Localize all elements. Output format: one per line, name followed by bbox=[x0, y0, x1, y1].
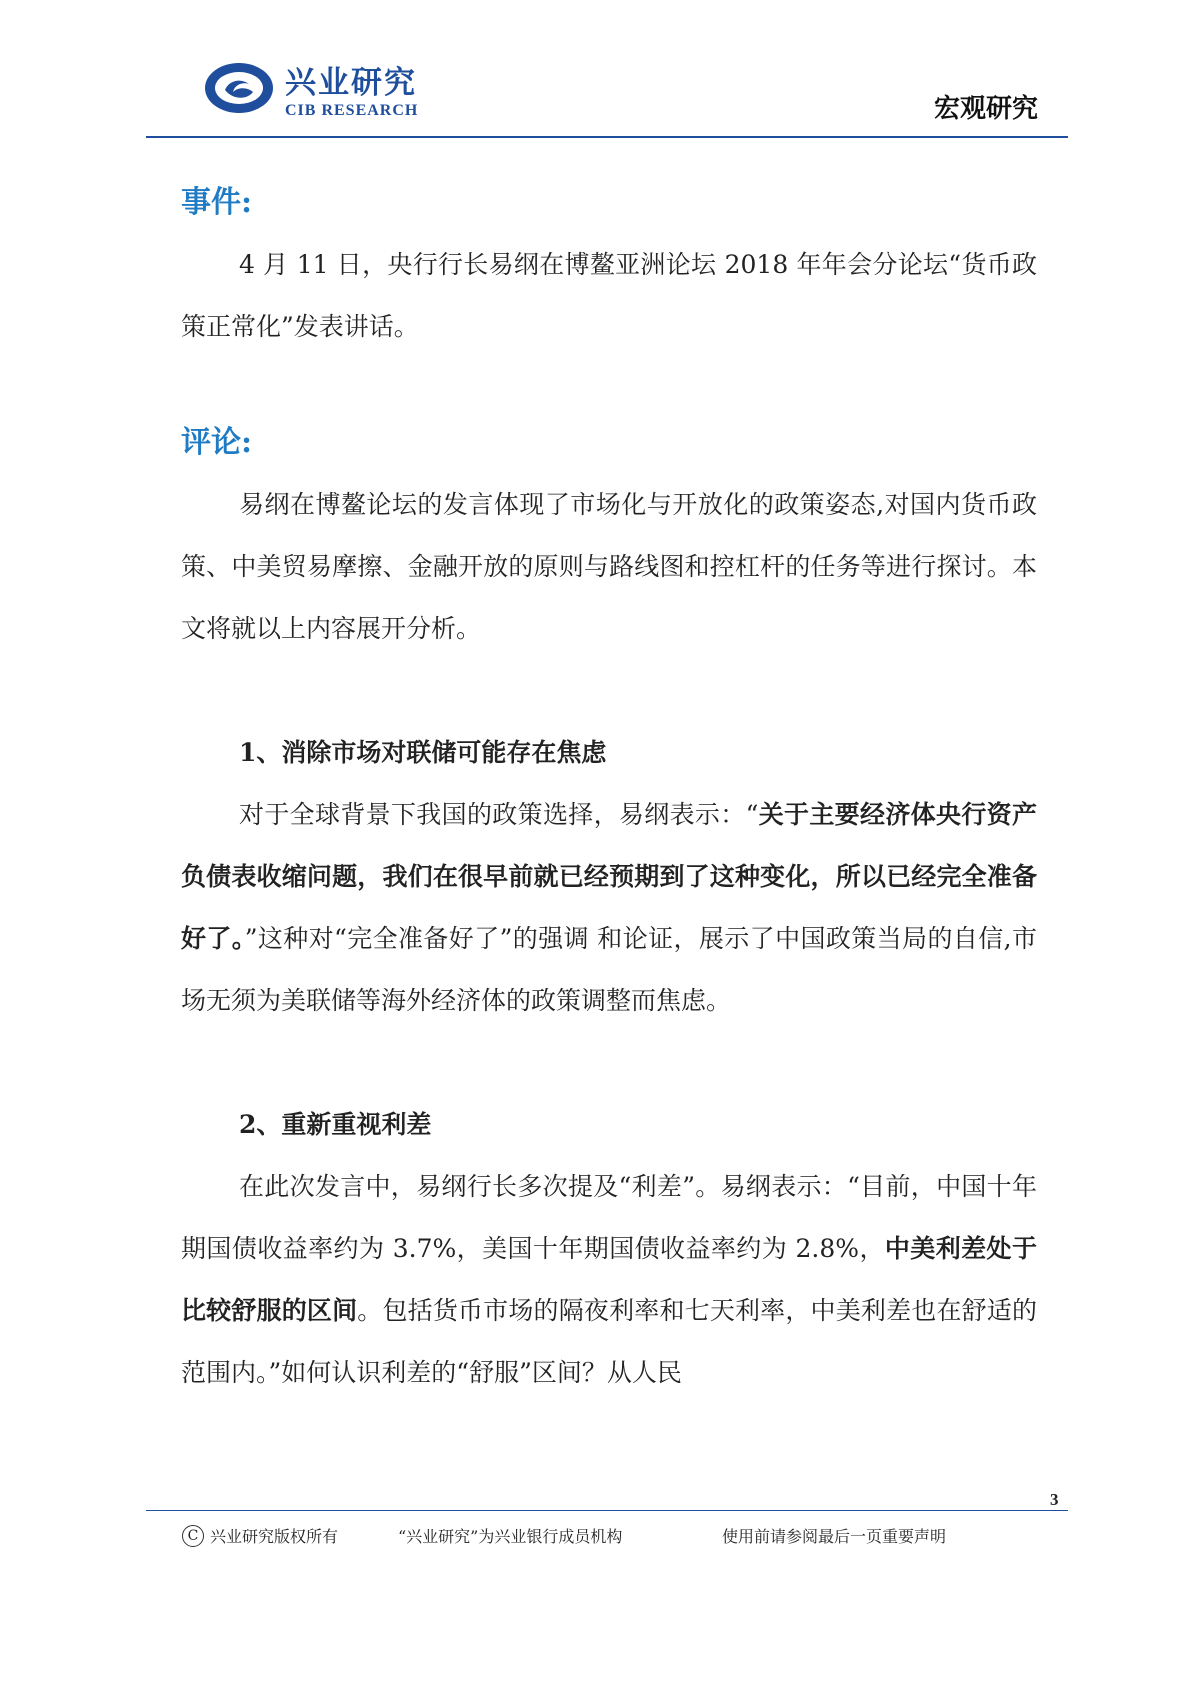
footer-member-note: “兴业研究”为兴业银行成员机构 bbox=[398, 1527, 623, 1546]
copyright-text: 兴业研究版权所有 bbox=[210, 1527, 339, 1546]
event-paragraph: 4 月 11 日，央行行长易纲在博鳌亚洲论坛 2018 年年会分论坛“货币政策正常化”发表讲话。 bbox=[181, 250, 1037, 341]
section1-heading: 1、消除市场对联储可能存在焦虑 bbox=[239, 738, 607, 767]
cib-research-logo bbox=[203, 60, 418, 120]
section2-text-end: 。包括货币市场的隔夜利率和七天利率，中美利差也在舒适的范围内。”如何认识利差的“舒服”区间？从人民 bbox=[181, 1296, 1037, 1387]
section1-text-start: 对于全球背景下我国的政策选择，易纲表示：“ bbox=[239, 800, 759, 829]
header-divider bbox=[146, 136, 1068, 138]
section1-paragraph bbox=[181, 784, 1037, 1032]
footer-disclaimer: 使用前请参阅最后一页重要声明 bbox=[722, 1527, 947, 1546]
comment-paragraph: 易纲在博鳌论坛的发言体现了市场化与开放化的政策姿态,对国内货币政策、中美贸易摩擦、金融开放的原则与路线图和控杠杆的任务等进行探讨。本文将就以上内容展开分析。 bbox=[181, 490, 1037, 643]
section2-key-bold: 中美利差处于比较舒服的区间 bbox=[181, 1234, 1037, 1325]
cib-logo-icon bbox=[203, 60, 275, 116]
section2-paragraph bbox=[181, 1156, 1037, 1404]
page-number: 3 bbox=[1050, 1490, 1059, 1509]
section2-text-start: 在此次发言中，易纲行长多次提及“利差”。易纲表示：“目前，中国十年期国债收益率约为 3.7%，美国十年期国债收益率约为 2.8%， bbox=[181, 1172, 1037, 1263]
footer-copyright bbox=[182, 1524, 338, 1547]
report-body bbox=[181, 182, 1037, 1404]
comment-label: 评论: bbox=[181, 425, 253, 460]
event-label: 事件: bbox=[181, 185, 253, 220]
logo-chinese-name: 兴业研究 bbox=[285, 65, 417, 101]
footer-divider bbox=[146, 1510, 1068, 1511]
copyright-icon: C bbox=[182, 1525, 204, 1547]
section2-heading: 2、重新重视利差 bbox=[239, 1110, 432, 1139]
page-header bbox=[0, 0, 1190, 140]
report-category: 宏观研究 bbox=[933, 94, 1038, 124]
logo-english-name: CIB RESEARCH bbox=[285, 102, 419, 119]
section1-quote-bold: 关于主要经济体央行资产负债表收缩问题，我们在很早前就已经预期到了这种变化，所以已经完全准备好了。 bbox=[181, 800, 1037, 953]
section1-text-end: ”这种对“完全准备好了”的强调 和论证，展示了中国政策当局的自信,市场无须为美联储等海外经济体的政策调整而焦虑。 bbox=[181, 924, 1037, 1015]
